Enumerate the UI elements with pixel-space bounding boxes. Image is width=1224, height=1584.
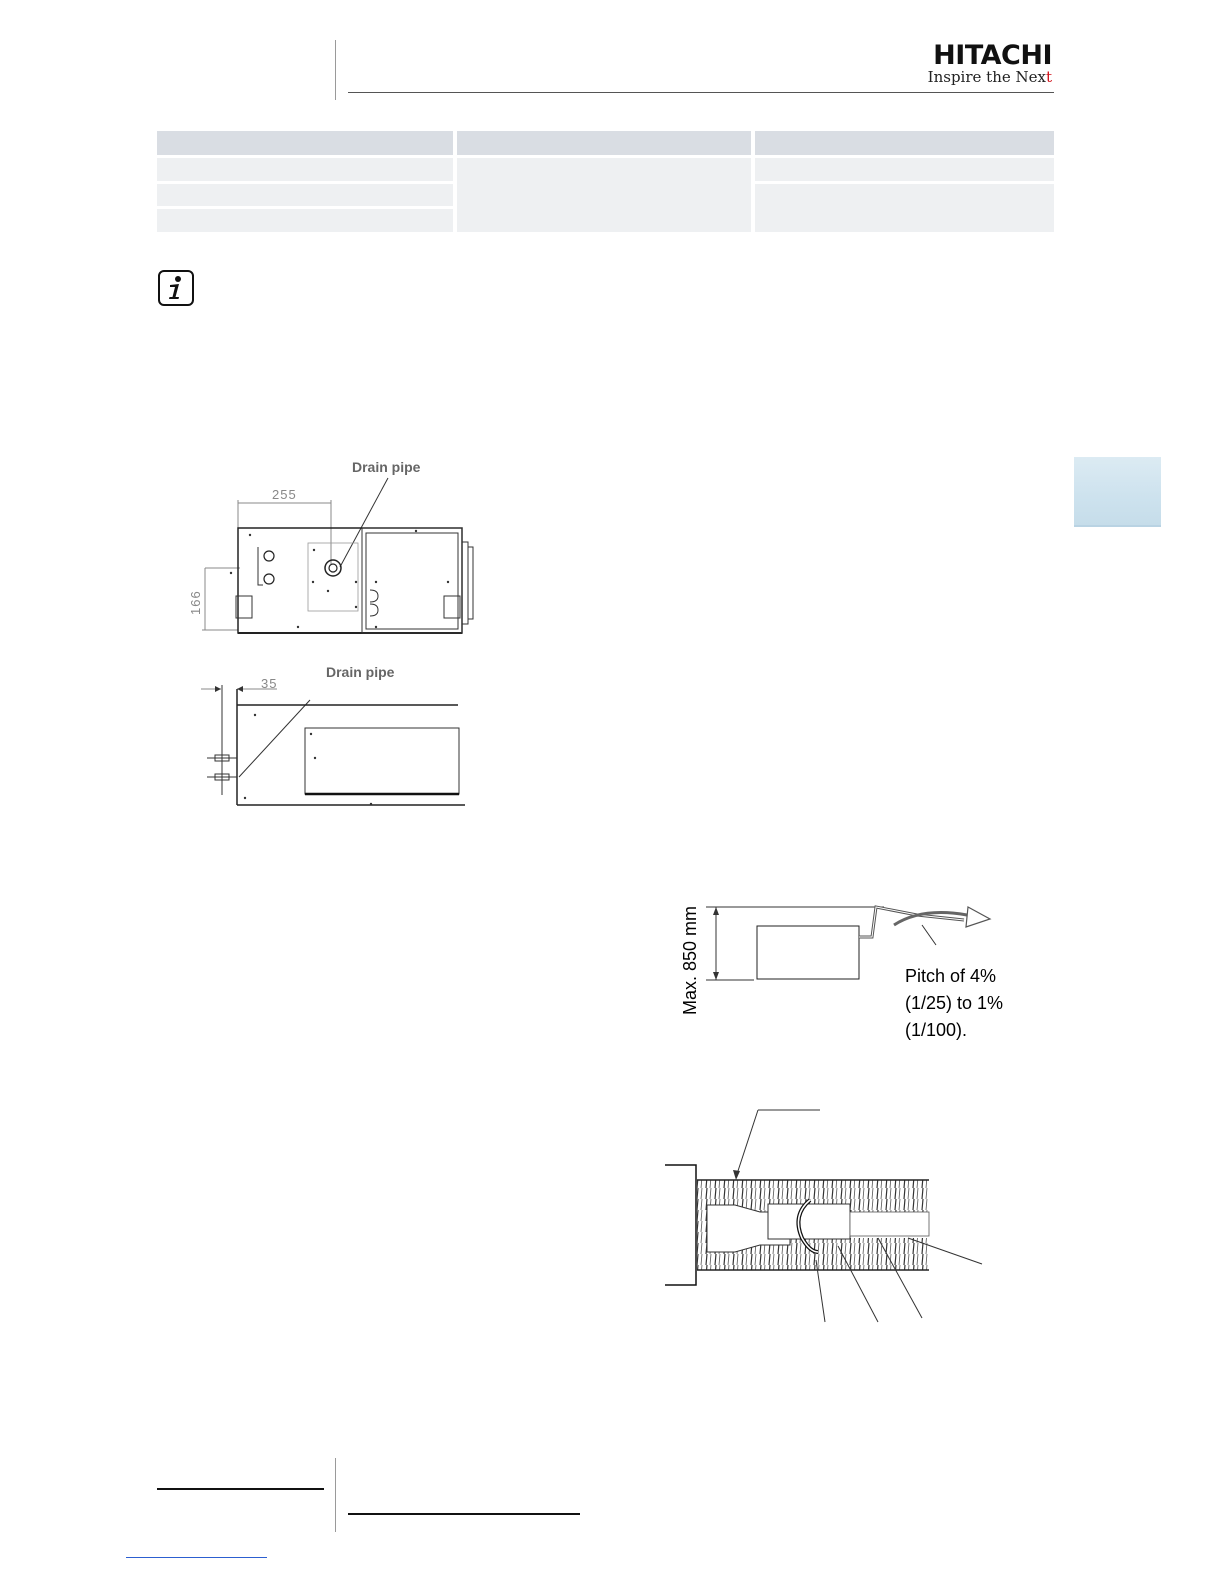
unit-side-view-drawing — [195, 660, 475, 810]
unit-top-view-drawing — [180, 455, 490, 640]
max-height-label: Max. 850 mm — [680, 905, 700, 1015]
table-cell-r1c3 — [755, 158, 1054, 181]
table-header-cell-1 — [157, 131, 453, 155]
table-cell-merged-c2 — [457, 158, 751, 232]
table-header-cell-2 — [457, 131, 751, 155]
logo-tagline-text: Inspire the Nex — [927, 68, 1046, 86]
footer-rule-left — [157, 1488, 324, 1490]
drain-insulation-drawing — [660, 1100, 990, 1330]
pitch-text-line-1: Pitch of 4% — [905, 966, 997, 986]
drain-pitch-drawing — [672, 885, 1052, 1055]
pitch-text-line-2: (1/25) to 1% — [905, 993, 1004, 1013]
table-header-cell-3 — [755, 131, 1054, 155]
pitch-text-line-3: (1/100). — [905, 1020, 968, 1040]
table-cell-r1c1 — [157, 158, 453, 181]
logo-tagline — [905, 68, 1052, 86]
footer-rule-right — [348, 1513, 580, 1515]
drain-pipe-label-side: Drain pipe — [326, 664, 395, 680]
footer-divider-vertical — [335, 1458, 336, 1532]
table-cell-r2c3 — [755, 184, 1054, 232]
dimension-255: 255 — [272, 487, 297, 502]
dimension-35: 35 — [261, 676, 278, 691]
logo-wordmark: HITACHI — [933, 40, 1052, 71]
dimension-166: 166 — [188, 590, 203, 615]
header-divider-vertical — [335, 40, 336, 100]
footer-link-underline[interactable] — [126, 1557, 267, 1558]
info-icon — [158, 270, 194, 306]
logo-tagline-accent: t — [1045, 68, 1052, 86]
section-tab — [1074, 457, 1161, 527]
table-cell-r2c1 — [157, 184, 453, 206]
table-cell-r3c1 — [157, 209, 453, 232]
header-rule — [348, 92, 1054, 93]
drain-pipe-label-top: Drain pipe — [352, 459, 421, 475]
